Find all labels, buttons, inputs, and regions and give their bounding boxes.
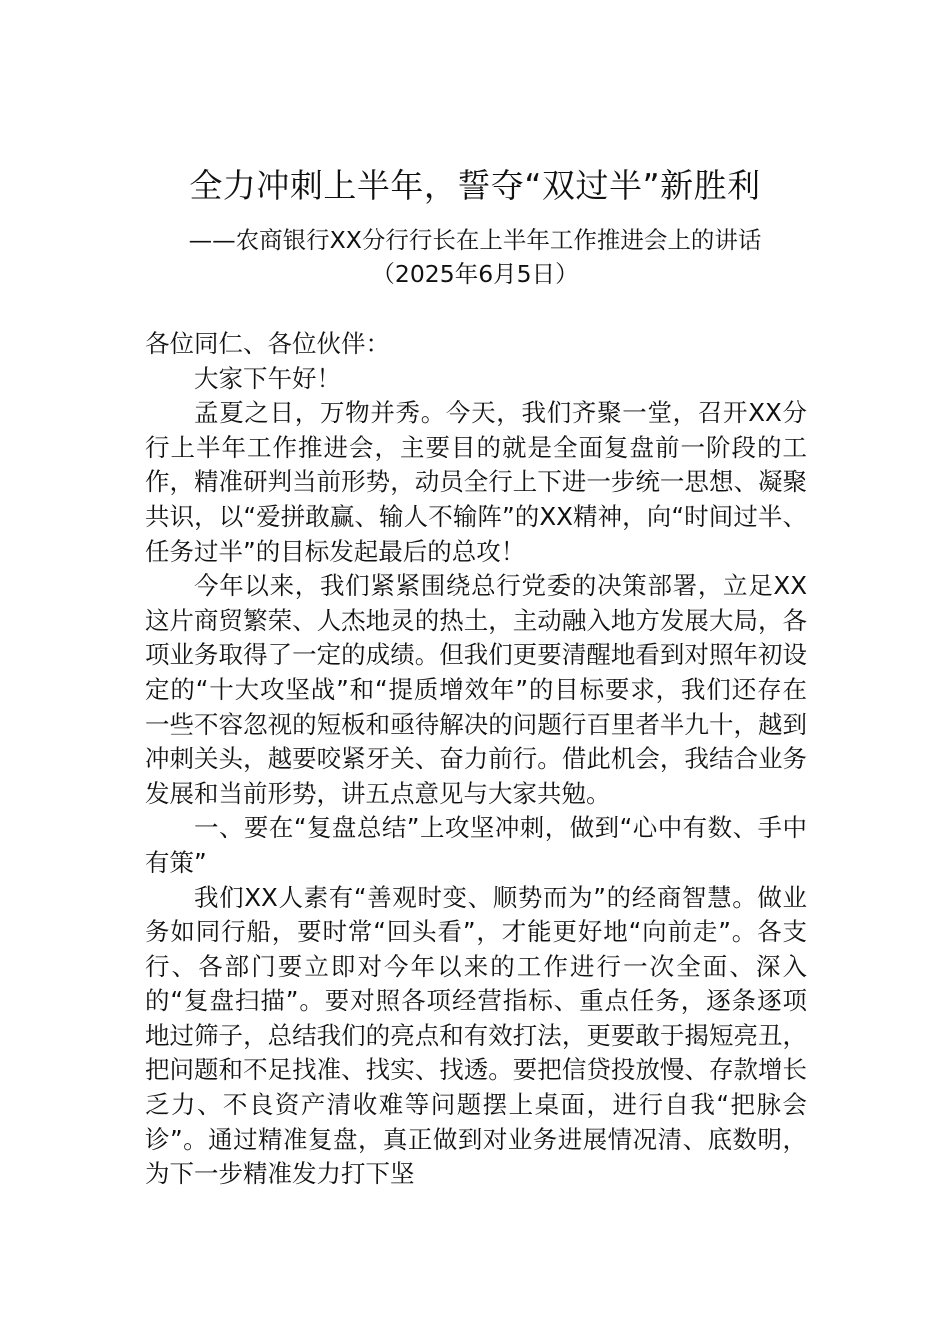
document-date: （2025年6月5日） <box>371 260 579 288</box>
section-heading-1: 一、要在“复盘总结”上攻坚冲刺，做到“心中有数、手中有策” <box>145 813 807 877</box>
document-subtitle: ——农商银行XX分行行长在上半年工作推进会上的讲话 <box>188 226 762 254</box>
greeting: 大家下午好！ <box>194 363 341 393</box>
paragraph-opening: 孟夏之日，万物并秀。今天，我们齐聚一堂，召开XX分行上半年工作推进会，主要目的就是全面复盘前一阶段的工作，精准研判当前形势，动员全行上下进一步统一思想、凝聚共识，以“爱拼敢赢、输人不输阵”的XX精神，向“时间过半、任务过半”的目标发起最后的总攻！ <box>145 398 807 566</box>
salutation: 各位同仁、各位伙伴： <box>145 329 390 358</box>
section-1-paragraph: 我们XX人素有“善观时变、顺势而为”的经商智慧。做业务如同行船，要时常“回头看”，才能更好地“向前走”。各支行、各部门要立即对今年以来的工作进行一次全面、深入的“复盘扫描”。要对照各项经营指标、重点任务，逐条逐项地过筛子，总结我们的亮点和有效打法，更要敢于揭短亮丑，把问题和不足找准、找实、找透。要把信贷投放慢、存款增长乏力、不良资产清收难等问题摆上桌面，进行自我“把脉会诊”。通过精准复盘，真正做到对业务进展情况清、底数明，为下一步精准发力打下坚 <box>145 882 807 1189</box>
document-title: 全力冲刺上半年，誓夺“双过半”新胜利 <box>189 166 761 205</box>
paragraph-situation: 今年以来，我们紧紧围绕总行党委的决策部署，立足XX这片商贸繁荣、人杰地灵的热土，主动融入地方发展大局，各项业务取得了一定的成绩。但我们更要清醒地看到对照年初设定的“十大攻坚战”和“提质增效年”的目标要求，我们还存在一些不容忽视的短板和亟待解决的问题行百里者半九十，越到冲刺关头，越要咬紧牙关、奋力前行。借此机会，我结合业务发展和当前形势，讲五点意见与大家共勉。 <box>145 571 807 808</box>
document-body <box>145 327 807 1192</box>
